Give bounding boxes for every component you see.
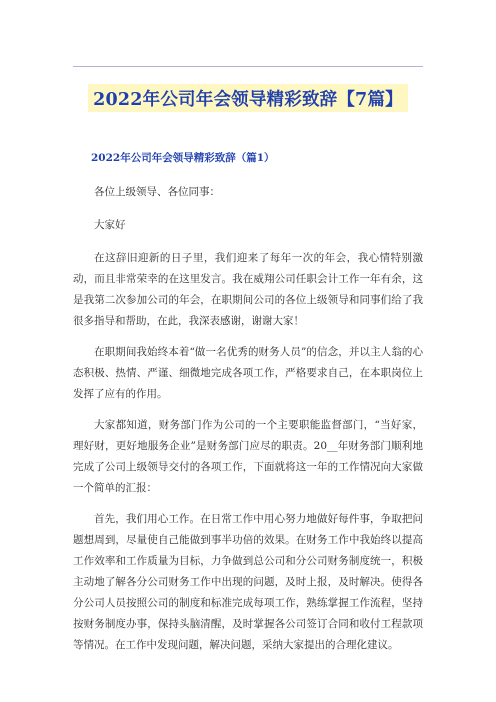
document-title: 2022年公司年会领导精彩致辞【7篇】 [93, 89, 403, 110]
article-body [73, 150, 423, 656]
body-paragraph: 大家都知道，财务部门作为公司的一个主要职能监督部门，“当好家，理好财，更好地服务企业”是财务部门应尽的职责。20__年财务部门顺利地完成了公司上级领导交付的各项工作，下面就将这一年的工作情况向大家做一个简单的汇报： [73, 419, 423, 494]
top-divider [73, 66, 423, 67]
body-paragraph: 首先，我们用心工作。在日常工作中用心努力地做好每件事，争取把问题想周到，尽量使自己能做到事半功倍的效果。在财务工作中我始终以提高工作效率和工作质量为目标，力争做到总公司和分公司财务制度统一，积极主动地了解各分公司财务工作中出现的问题，及时上报，及时解决。使得各分公司人员按照公司的制度和标准完成每项工作，熟练掌握工作流程，坚持按财务制度办事，保持头脑清醒，及时掌握各公司签订合同和收付工程款项等情况。在工作中发现问题，解决问题，采纳大家提出的合理化建议。 [73, 513, 423, 651]
greeting-paragraph: 各位上级领导、各位同事： [94, 186, 220, 198]
hello-paragraph: 大家好 [94, 219, 126, 231]
title-highlight [88, 84, 408, 112]
body-paragraph: 在这辞旧迎新的日子里，我们迎来了每年一次的年会，我心情特别激动，而且非常荣幸的在这里发言。我在威翔公司任职会计工作一年有余，这是我第二次参加公司的年会，在职期间公司的各位上级领导和同事们给了我很多指导和帮助，在此，我深表感谢，谢谢大家！ [73, 252, 423, 327]
body-paragraph: 在职期间我始终本着“做一名优秀的财务人员”的信念，并以主人翁的心态积极、热情、严谨、细微地完成各项工作，严格要求自己，在本职岗位上发挥了应有的作用。 [73, 346, 423, 400]
section-heading: 2022年公司年会领导精彩致辞（篇1） [91, 152, 275, 164]
